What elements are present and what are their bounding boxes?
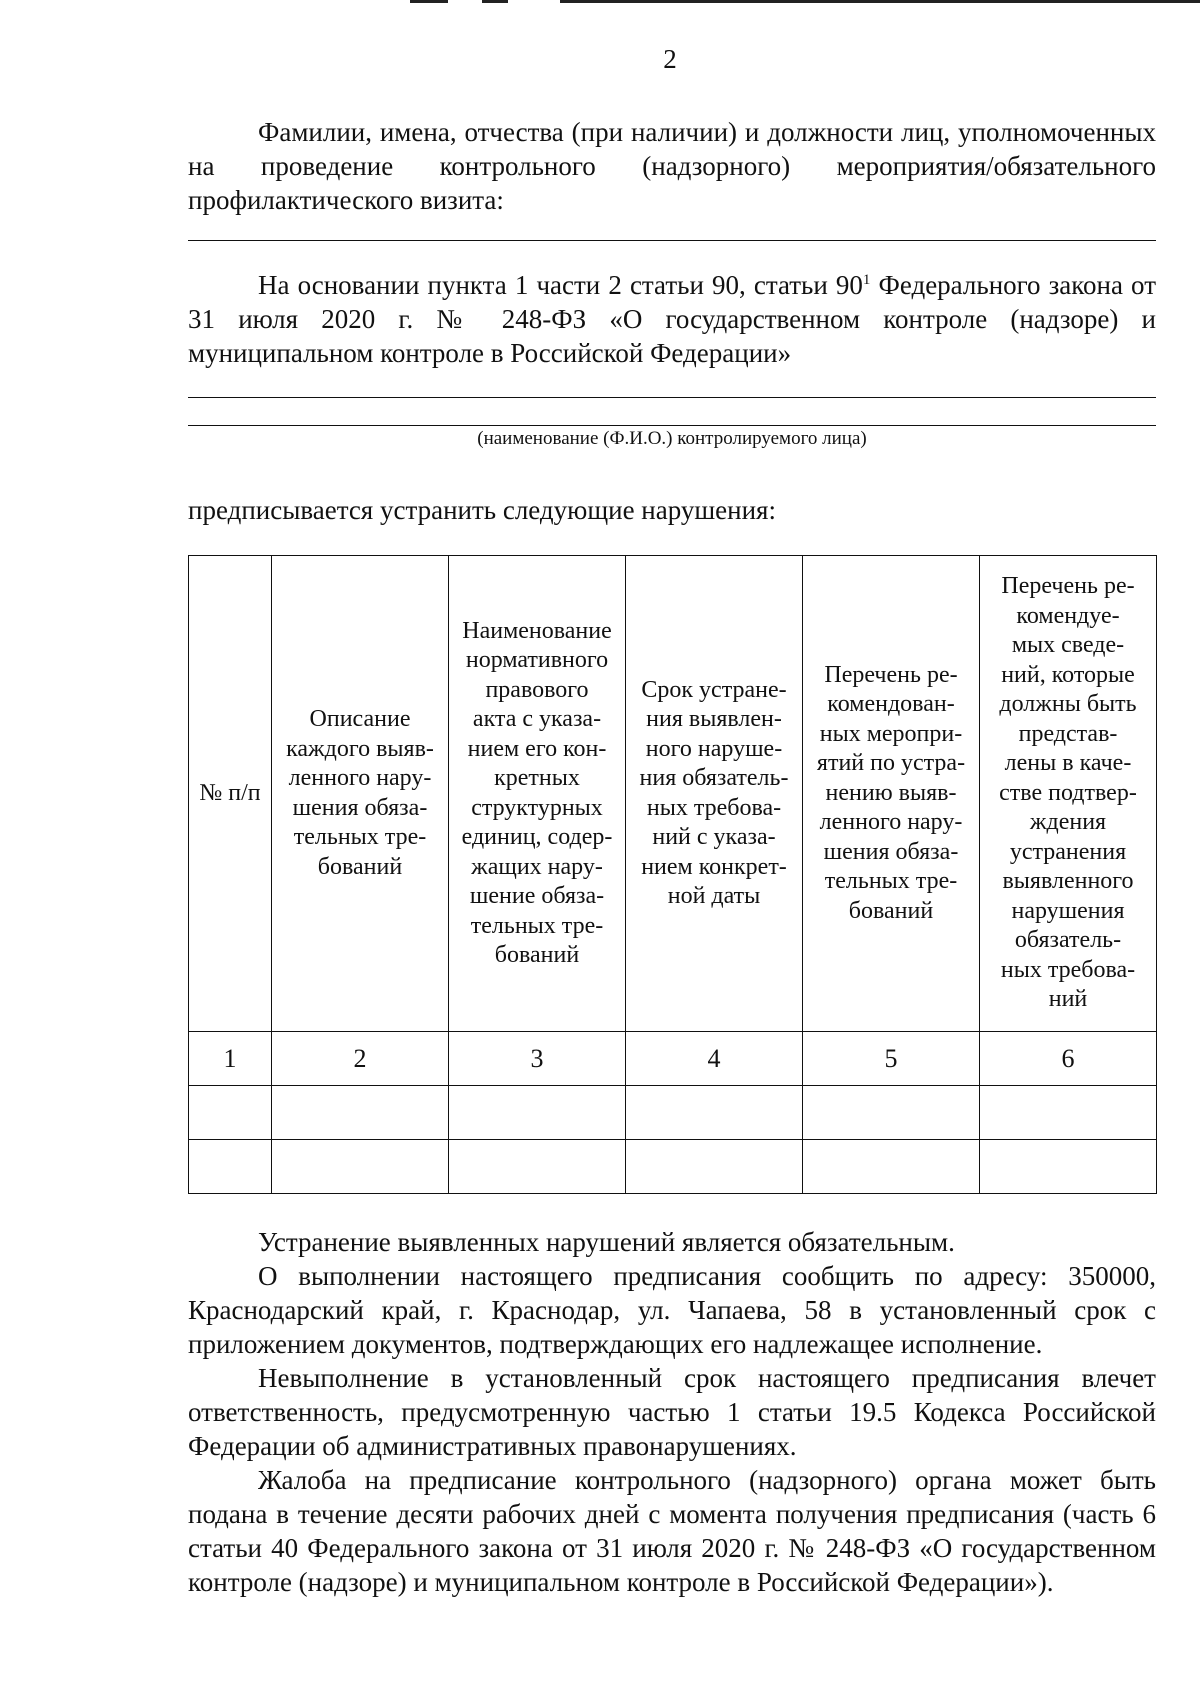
inspector-names-line <box>188 240 1156 241</box>
column-number: 6 <box>980 1032 1157 1086</box>
table-cell <box>980 1140 1157 1194</box>
table-row <box>189 1086 1157 1140</box>
header-cell-legal-act: Наименование нормативного правового акта с указа- нием его кон- кретных структурных единиц, содер- жащих нару- шение обяза- тельных тре- бований <box>449 556 626 1032</box>
header-rule <box>482 0 508 3</box>
table-cell <box>626 1086 803 1140</box>
table-cell <box>626 1140 803 1194</box>
closing-paragraph-appeal: Жалоба на предписание контрольного (надзорного) органа может быть подана в течение десяти рабочих дней с момента получения предписания (часть 6 статьи 40 Федерального закона от 31 июля 2020 г. № 248-ФЗ «О государственном контроле (надзоре) и муниципальном контроле в Российской Федерации»). <box>188 1465 1156 1597</box>
table-cell <box>272 1086 449 1140</box>
controlled-person-line-1 <box>188 397 1156 398</box>
header-cell-measures: Перечень ре- комендован- ных меропри- ятий по устра- нению выяв- ленного нару- шения обяза- тельных тре- бований <box>803 556 980 1032</box>
legal-basis-paragraph <box>188 268 1156 370</box>
table-cell <box>272 1140 449 1194</box>
legal-basis-sup: 1 <box>862 272 871 288</box>
table-cell <box>803 1086 980 1140</box>
closing-paragraph-report-address: О выполнении настоящего предписания сообщить по адресу: 350000, Краснодарский край, г. Краснодар, ул. Чапаева, 58 в установленный срок с приложением документов, подтверждающих его надлежащее исполнение. <box>188 1261 1156 1359</box>
table-header-row <box>189 556 1157 1032</box>
closing-paragraph-mandatory: Устранение выявленных нарушений является обязательным. <box>258 1227 955 1257</box>
header-rule <box>560 0 1200 3</box>
header-cell-deadline: Срок устране- ния выявлен- ного наруше- ния обязатель- ных требова- ний с указа- нием конкрет- ной даты <box>626 556 803 1032</box>
page-number: 2 <box>663 44 677 74</box>
column-number: 4 <box>626 1032 803 1086</box>
closing-paragraph-liability: Невыполнение в установленный срок настоящего предписания влечет ответственность, предусмотренную частью 1 статьи 19.5 Кодекса Российской Федерации об административных правонарушениях. <box>188 1363 1156 1461</box>
table-cell <box>980 1086 1157 1140</box>
table-cell <box>189 1086 272 1140</box>
intro-paragraph: Фамилии, имена, отчества (при наличии) и должности лиц, уполномоченных на проведение контрольного (надзорного) мероприятия/обязательного профилактического визита: <box>188 117 1156 215</box>
prescription-line: предписывается устранить следующие нарушения: <box>188 495 776 525</box>
table-cell <box>803 1140 980 1194</box>
table-row <box>189 1140 1157 1194</box>
header-cell-description: Описание каждого выяв- ленного нару- шения обяза- тельных тре- бований <box>272 556 449 1032</box>
legal-basis-tail: Федерального закона от 31 июля 2020 г. № 248-ФЗ «О государственном контроле (надзоре) и муниципальном контроле в Российской Федерации» <box>188 270 1156 368</box>
column-number: 2 <box>272 1032 449 1086</box>
column-number-row <box>189 1032 1157 1086</box>
table-cell <box>189 1140 272 1194</box>
header-cell-number: № п/п <box>189 556 272 1032</box>
table-cell <box>449 1140 626 1194</box>
column-number: 5 <box>803 1032 980 1086</box>
header-cell-evidence: Перечень ре- комендуе- мых сведе- ний, которые должны быть представ- лены в каче- стве подтвер- ждения устранения выявленного нарушения обязатель- ных требова- ний <box>980 556 1157 1032</box>
legal-basis-lead: На основании пункта 1 части 2 статьи 90, статьи 90 <box>258 270 863 300</box>
column-number: 3 <box>449 1032 626 1086</box>
violations-table <box>188 555 1157 1194</box>
column-number: 1 <box>189 1032 272 1086</box>
table-cell <box>449 1086 626 1140</box>
controlled-person-line-2 <box>188 425 1156 426</box>
controlled-person-caption: (наименование (Ф.И.О.) контролируемого лица) <box>477 428 867 449</box>
header-rule <box>410 0 448 3</box>
